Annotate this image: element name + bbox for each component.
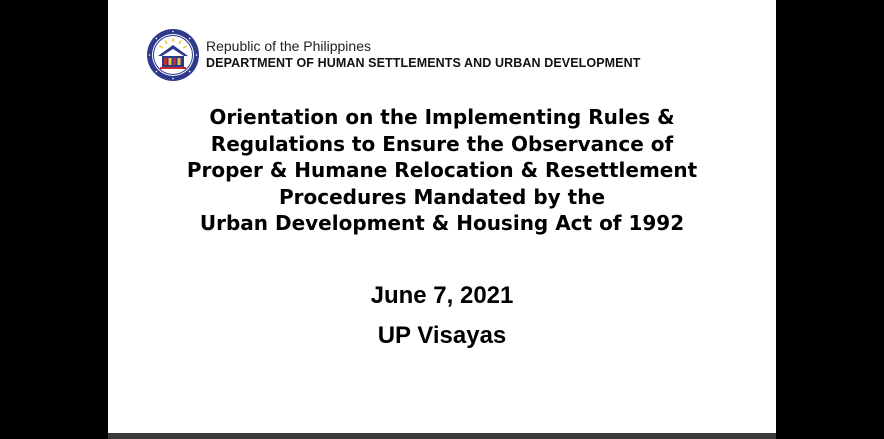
title-line: Procedures Mandated by the [278,184,606,209]
title-line: Urban Development & Housing Act of 1992 [199,211,685,235]
slide-header [146,28,640,82]
title-line: Regulations to Ensure the Observance of [210,131,674,156]
agency-block [206,38,640,71]
agency-country: Republic of the Philippines [206,38,371,55]
title-line: Proper & Humane Relocation & Resettlement [186,158,698,182]
dhsud-seal-icon [146,28,200,82]
slide-venue: UP Visayas [377,322,507,349]
slide-title [108,104,776,237]
agency-department: DEPARTMENT OF HUMAN SETTLEMENTS AND URBAN DEVELOPMENT [206,55,641,70]
presentation-bottom-bar [108,433,776,439]
slide-date: June 7, 2021 [370,282,514,309]
title-line: Orientation on the Implementing Rules & [209,105,675,129]
slide [108,0,776,433]
